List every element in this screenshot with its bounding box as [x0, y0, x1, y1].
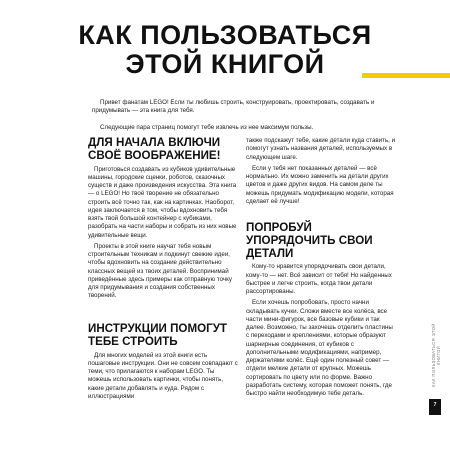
paragraph: Для многих моделей из этой книги есть пошаговые инструкции. Они не совсем совпадают с теми, что прилагаются к наборам LEGO. Ты можешь использовать картинки, чтобы понять, какие детали добавлять и куда. Рядом с иллюстрациями — [88, 351, 238, 400]
title-line-1: КАК ПОЛЬЗОВАТЬСЯ — [78, 20, 372, 50]
paragraph: Приготовься создавать из кубиков удивительные машины, городские сценки, роботов, сказочных существ и даже произведения искусства. Эта книга — о LEGO! Но твоё творение не обязательно строить всё точно так, как на картинках. Наоборот, идея заключается в том, чтобы вдохновить тебя взять твой большой контейнер с кубиками, разобрать на части наборы и собрать из них новые удивительные вещи. — [88, 165, 237, 239]
section-sort-parts — [246, 222, 396, 401]
accent-bar — [362, 73, 450, 78]
paragraph: также подскажут тебе, какие детали куда ставить, и помогут узнать названия деталей, используемых в следующем шаге. — [246, 137, 396, 161]
section-heading-imagination: ДЛЯ НАЧАЛА ВКЛЮЧИ СВОЁ ВООБРАЖЕНИЕ! — [88, 136, 221, 162]
section-imagination — [88, 137, 238, 304]
page-number: 7 — [433, 402, 437, 408]
paragraph: Кому-то нравится упорядочивать свои детали, кому-то — нет. Всё зависит от тебя! Но найденных быстрее и легче строить, когда твои детали рассортированы. — [246, 263, 392, 295]
paragraph: Если хочешь попробовать, просто начни складывать кучки. Сложи вместе все колёса, все части мини-фигурок, все базовые кубики и так далее. Возможно, ты захочешь отделить пластины с переходами и креплениями, которые образуют шарнирные соединения, от кубиков с дополнительными модификациями, например, держателями колёс. Ещё один полезный совет — отдели мелкие детали от крупных. Можешь сортировать по цвету или по форме. Важно разработать систему, которая поможет понять, где быстро найти необходимую тебе деталь. — [246, 299, 393, 397]
paragraph: Проекты в этой книге научат тебя новым строительным техникам и подкинут свежие идеи, чтобы вдохновить на создание действительно классных вещей из твоих деталей. Воспринимай приведённые здесь примеры как отправную точку для придумывания и создания собственных творений. — [88, 242, 233, 300]
section-instructions-continued — [246, 137, 396, 209]
section-instructions — [88, 323, 238, 404]
section-heading-instructions: ИНСТРУКЦИИ ПОМОГУТ ТЕБЕ СТРОИТЬ — [88, 322, 227, 348]
intro-paragraph-2: Следующие пара страниц помогут тебе извлечь из нее максимум пользы. — [100, 124, 314, 131]
section-heading-sort-parts: ПОПРОБУЙ УПОРЯДОЧИТЬ СВОИ ДЕТАЛИ — [246, 221, 373, 260]
title-line-2: ЭТОЙ КНИГОЙ — [125, 49, 325, 79]
intro-paragraph-1: Привет фанатам LEGO! Если ты любишь строить, конструировать, проектировать, создавать и придумывать — эта книга для тебя. — [92, 99, 375, 115]
chapter-side-label: КАК ПОЛЬЗОВАТЬСЯ ЭТОЙ КНИГОЙ — [431, 323, 441, 387]
paragraph: Если у тебя нет показанных деталей — всё нормально. Их можно заменить на детали других цветов и даже других видов. На самом деле ты можешь придумать модификацию модели, которая сделает её лучше! — [246, 164, 394, 205]
